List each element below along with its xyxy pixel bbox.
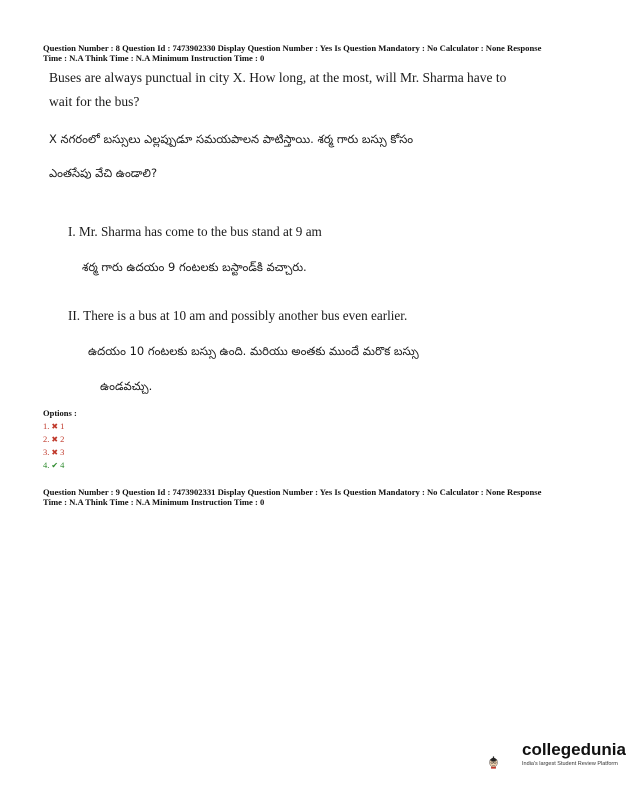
q8-question-te-line2: ఎంతసేపు వేచి ఉండాలి? xyxy=(49,166,158,180)
option-number: 4. xyxy=(43,460,50,470)
logo-tagline: India's largest Student Review Platform xyxy=(522,761,618,767)
q8-question-en-line2: wait for the bus? xyxy=(49,94,140,109)
q9-meta-line1: Question Number : 9 Question Id : 7473902331 Display Question Number : Yes Is Question Mandatory : No Calculator : None Response xyxy=(43,487,542,497)
option-2 xyxy=(43,434,64,444)
q9-metadata xyxy=(43,487,583,507)
option-number: 3. xyxy=(43,447,50,457)
q8-question-te-line1: X నగరంలో బస్సులు ఎల్లప్పుడూ సమయపాలన పాటిస్తాయి. శర్మ గారు బస్సు కోసం xyxy=(49,132,414,146)
cross-icon: ✖ xyxy=(51,434,59,444)
statement-2-te-line2: ఉండవచ్చు. xyxy=(100,379,153,393)
option-value: 2 xyxy=(60,434,65,444)
checkmark-icon: ✔ xyxy=(51,460,59,470)
option-number: 1. xyxy=(43,421,50,431)
option-number: 2. xyxy=(43,434,50,444)
statement-1-te: శర్మ గారు ఉదయం 9 గంటలకు బస్టాండ్‌కి వచ్చారు. xyxy=(82,260,307,274)
statement-2-te-line1: ఉదయం 10 గంటలకు బస్సు ఉంది. మరియు అంతకు ముందే మరొక బస్సు xyxy=(88,344,419,358)
options-label: Options : xyxy=(43,408,77,418)
option-value: 3 xyxy=(60,447,65,457)
statement-1-en: I. Mr. Sharma has come to the bus stand at 9 am xyxy=(68,224,322,239)
q8-question-en-line1: Buses are always punctual in city X. How long, at the most, will Mr. Sharma have to xyxy=(49,70,507,85)
logo-wordmark: collegedunia xyxy=(522,740,626,759)
q8-meta-line1: Question Number : 8 Question Id : 7473902330 Display Question Number : Yes Is Question Mandatory : No Calculator : None Response xyxy=(43,43,542,53)
q8-meta-line2: Time : N.A Think Time : N.A Minimum Instruction Time : 0 xyxy=(43,53,265,63)
option-3 xyxy=(43,447,64,457)
q8-metadata xyxy=(43,43,583,63)
statement-2-en: II. There is a bus at 10 am and possibly another bus even earlier. xyxy=(68,308,408,323)
option-4 xyxy=(43,460,64,470)
option-value: 4 xyxy=(60,460,65,470)
cross-icon: ✖ xyxy=(51,421,59,431)
cross-icon: ✖ xyxy=(51,447,59,457)
option-value: 1 xyxy=(60,421,65,431)
option-1 xyxy=(43,421,64,431)
q9-meta-line2: Time : N.A Think Time : N.A Minimum Instruction Time : 0 xyxy=(43,497,265,507)
collegedunia-mascot-icon xyxy=(488,736,524,786)
